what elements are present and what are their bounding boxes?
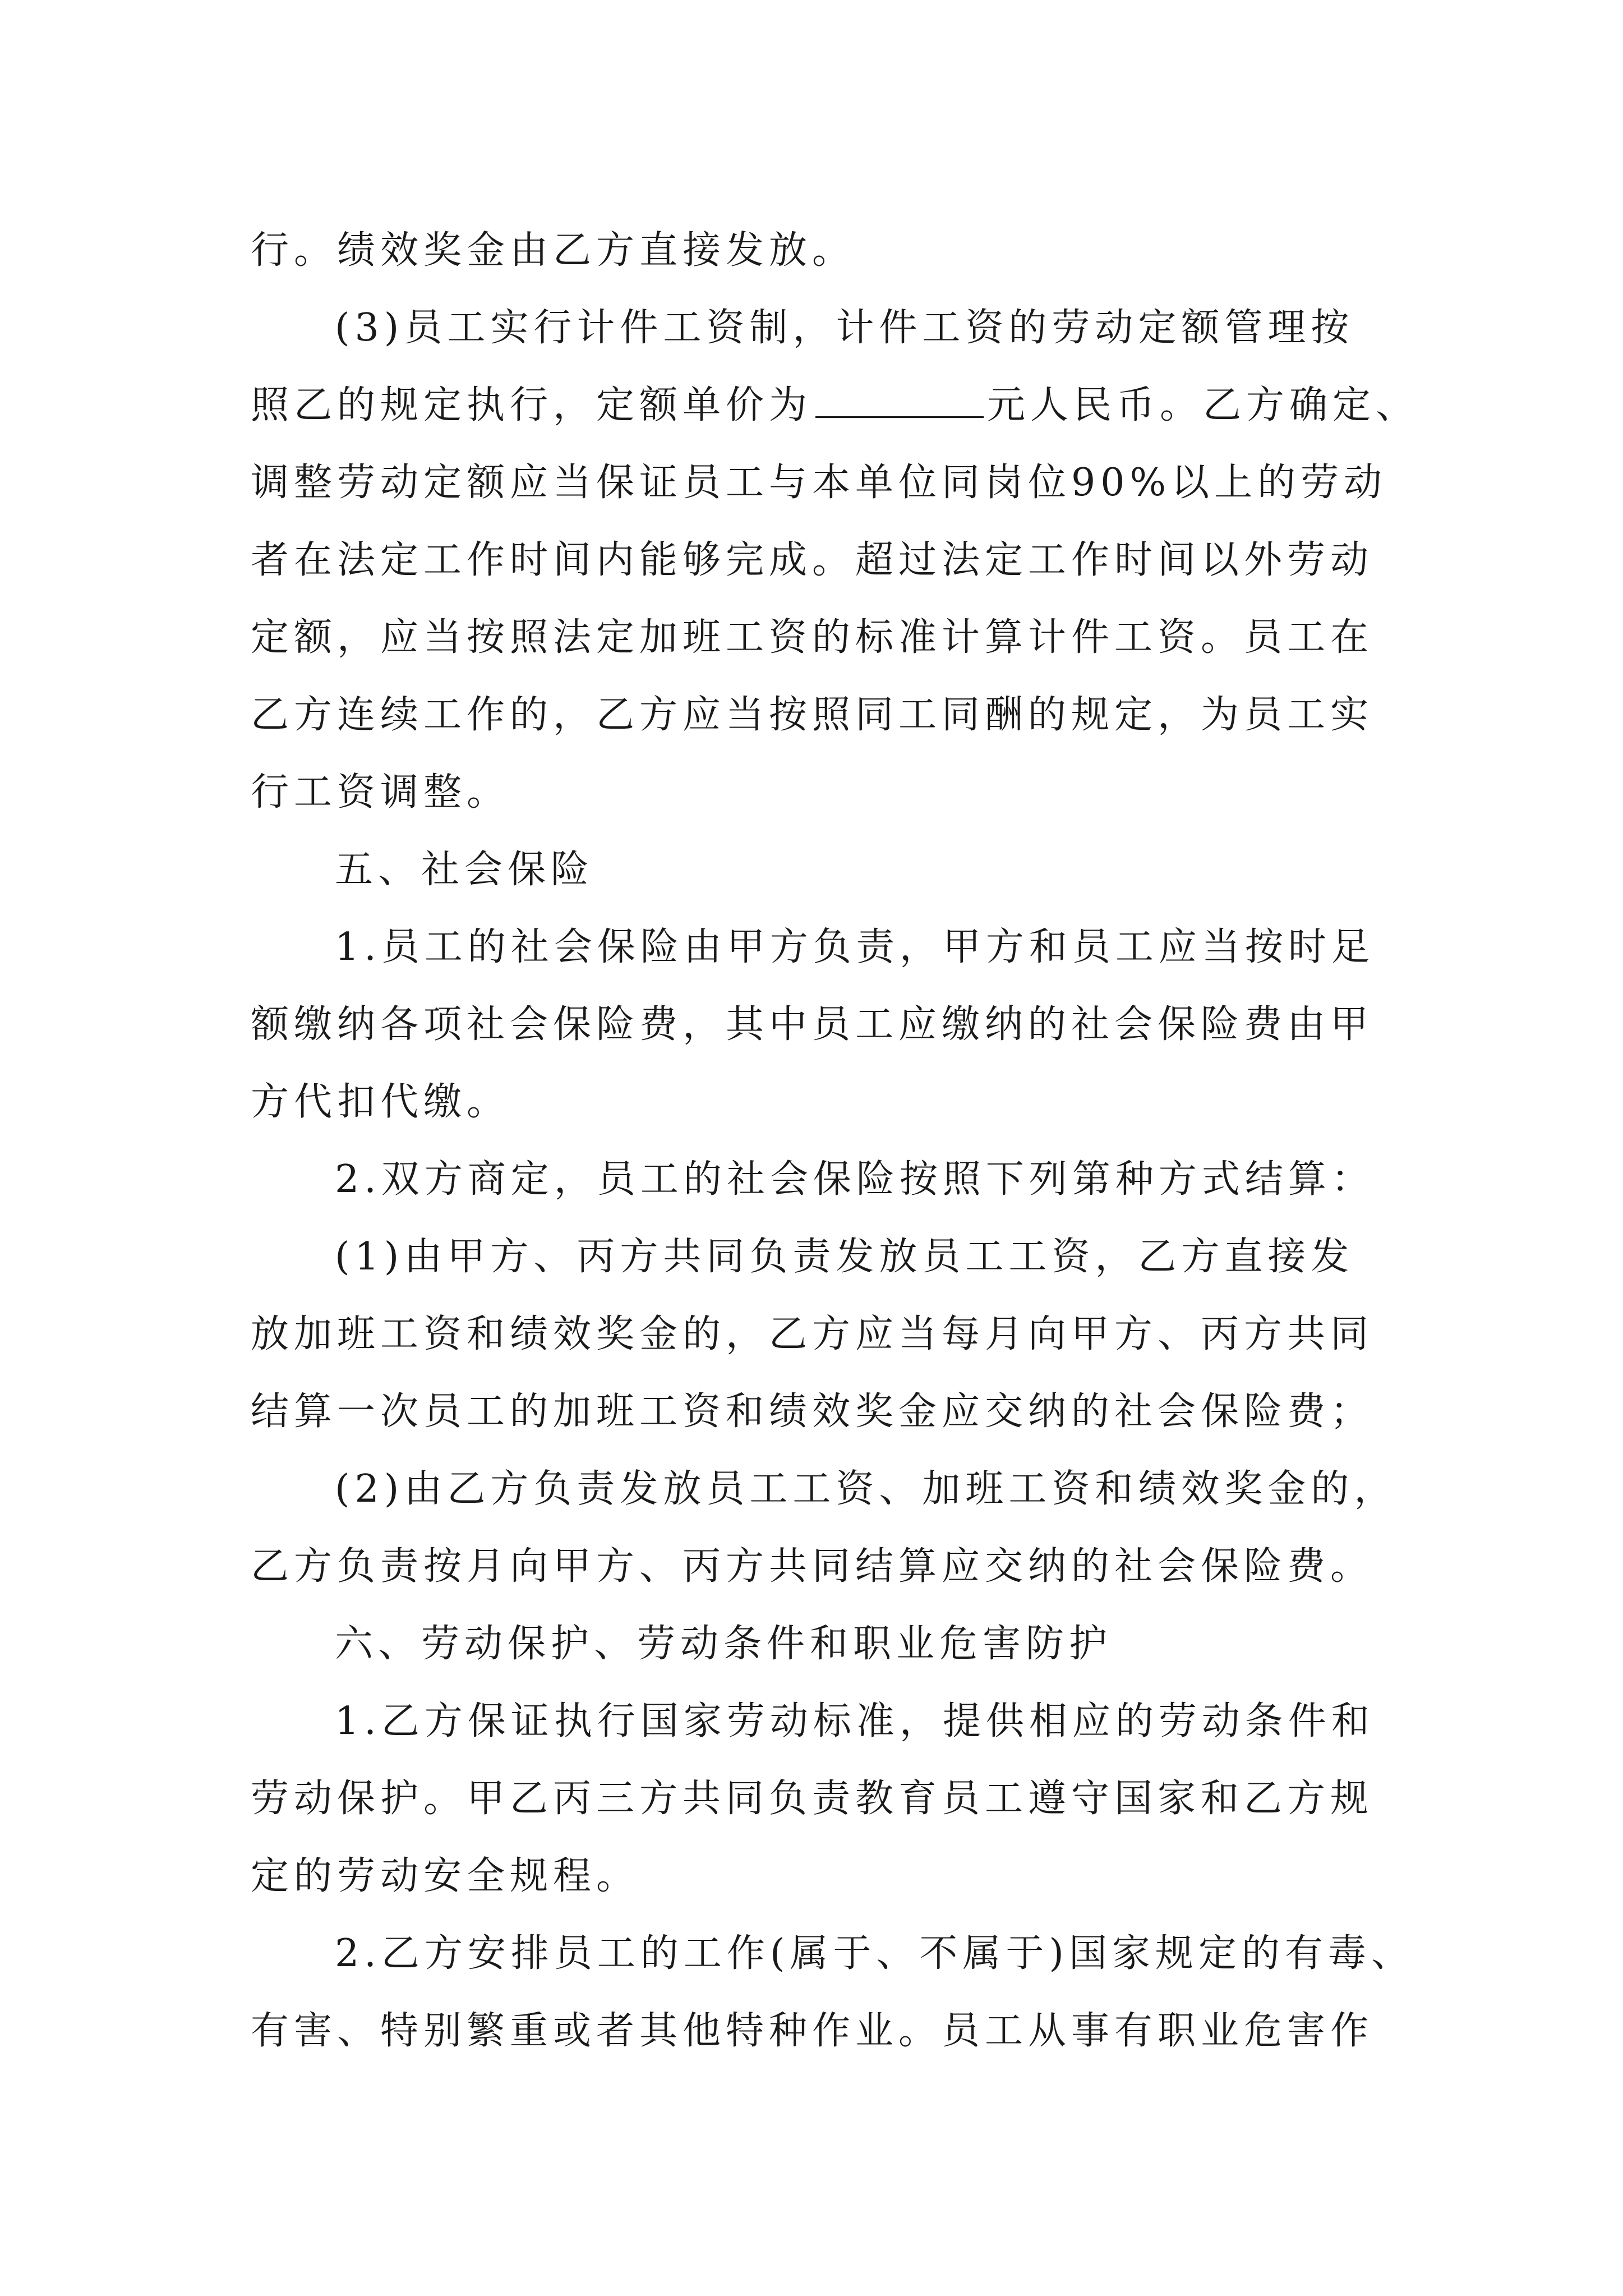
text-line: 定额，应当按照法定加班工资的标准计算计件工资。员工在: [251, 615, 1374, 660]
text-line: 2.乙方安排员工的工作(属于、不属于)国家规定的有毒、: [335, 1931, 1414, 1976]
text-line: 乙方负责按月向甲方、丙方共同结算应交纳的社会保险费。: [251, 1544, 1374, 1589]
text-line: 行。绩效奖金由乙方直接发放。: [251, 228, 856, 273]
text-line: 乙方连续工作的，乙方应当按照同工同酬的规定，为员工实: [251, 693, 1374, 737]
text-line: 有害、特别繁重或者其他特种作业。员工从事有职业危害作: [251, 2009, 1374, 2053]
text-line: 者在法定工作时间内能够完成。超过法定工作时间以外劳动: [251, 538, 1374, 582]
text-line: (3)员工实行计件工资制，计件工资的劳动定额管理按: [335, 306, 1354, 350]
text-line: 行工资调整。: [251, 770, 510, 815]
section-heading: 五、社会保险: [335, 848, 594, 892]
fill-in-blank: [815, 378, 984, 418]
text-line: 定的劳动安全规程。: [251, 1854, 640, 1898]
text-line: 1.乙方保证执行国家劳动标准，提供相应的劳动条件和: [335, 1699, 1375, 1743]
text-line: 额缴纳各项社会保险费，其中员工应缴纳的社会保险费由甲: [251, 1002, 1374, 1047]
text-line: (2)由乙方负责发放员工工资、加班工资和绩效奖金的，: [335, 1467, 1398, 1511]
text-line: 调整劳动定额应当保证员工与本单位同岗位90%以上的劳动: [251, 461, 1387, 505]
text-line-with-blank: [251, 367, 1419, 444]
text-line: 1.员工的社会保险由甲方负责，甲方和员工应当按时足: [335, 925, 1375, 969]
text-segment: 元人民币。乙方确定、: [987, 383, 1419, 427]
text-line: (1)由甲方、丙方共同负责发放员工工资，乙方直接发: [335, 1235, 1354, 1279]
section-heading: 六、劳动保护、劳动条件和职业危害防护: [335, 1622, 1113, 1666]
text-line: 方代扣代缴。: [251, 1080, 510, 1124]
text-line: 劳动保护。甲乙丙三方共同负责教育员工遵守国家和乙方规: [251, 1777, 1374, 1821]
text-line: 结算一次员工的加班工资和绩效奖金应交纳的社会保险费；: [251, 1389, 1374, 1434]
text-segment: 照乙的规定执行，定额单价为: [251, 383, 813, 427]
text-line: 2.双方商定，员工的社会保险按照下列第种方式结算：: [335, 1157, 1375, 1202]
text-line: 放加班工资和绩效奖金的，乙方应当每月向甲方、丙方共同: [251, 1312, 1374, 1356]
document-body: [251, 212, 1419, 2070]
